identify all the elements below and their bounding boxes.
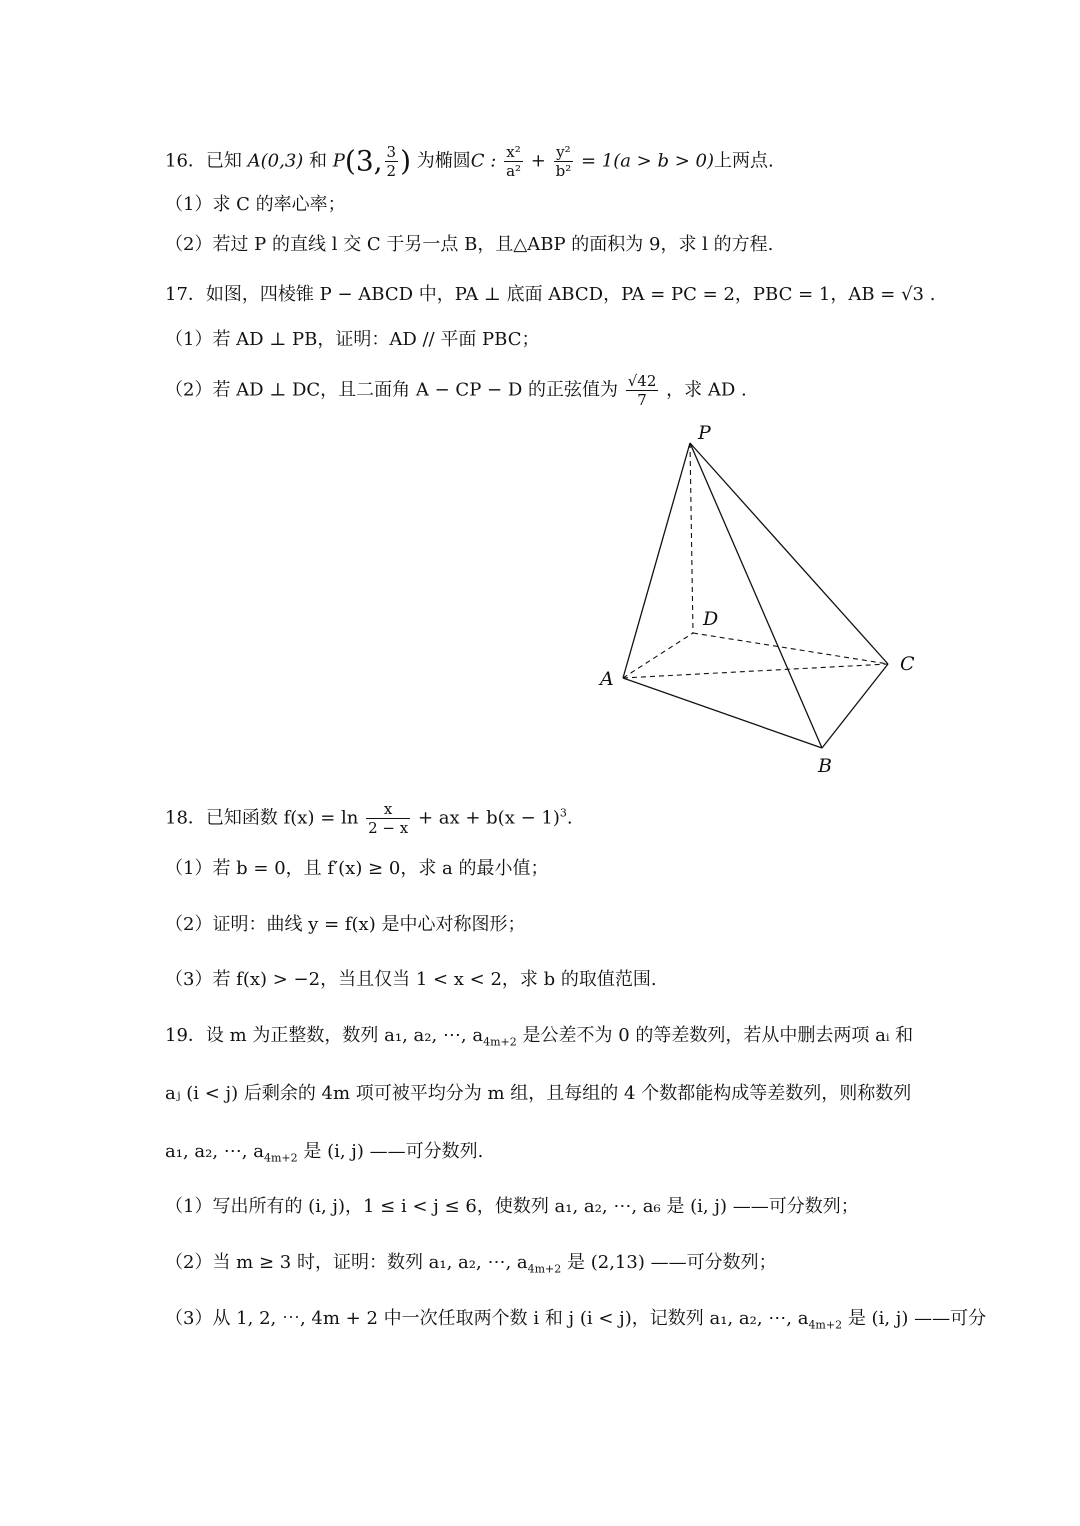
q16-point-a: A(0,3) <box>247 150 304 172</box>
q19-l1-sub: 4m+2 <box>483 1035 517 1049</box>
edge-ac <box>623 664 888 678</box>
q16-frac-y <box>554 143 574 180</box>
q16-equation-rhs: = 1(a > b > 0) <box>580 150 715 172</box>
q19-p2-tail: 是 (2,13) ——可分数列； <box>567 1252 777 1273</box>
q19-part-3 <box>165 1307 987 1338</box>
label-d: D <box>703 608 719 630</box>
q18-part-3: （3）若 f(x) > −2，当且仅当 1 < x < 2，求 b 的取值范围. <box>165 969 657 990</box>
q19-p3-sub: 4m+2 <box>808 1318 843 1332</box>
label-c: C <box>900 653 915 675</box>
edge-dc <box>693 633 888 664</box>
q17-sine-fraction <box>626 372 659 409</box>
q19-p2-text: （2）当 m ≥ 3 时，证明：数列 a₁, a₂, ⋯, a <box>165 1252 528 1273</box>
q19-l3-tail: 是 (i, j) ——可分数列. <box>303 1141 484 1162</box>
q18-stem-text: 18．已知函数 f(x) = ln <box>165 807 359 829</box>
q18-stem-rest: + ax + b(x − 1) <box>417 807 560 829</box>
q16-frac-y-num: y² <box>554 143 574 162</box>
q17-part-2 <box>165 372 930 409</box>
edge-pc <box>690 443 888 664</box>
q18-frac-num: x <box>366 800 410 819</box>
q16-stem <box>165 143 930 180</box>
edge-pb <box>690 443 822 748</box>
q19-part-2 <box>165 1251 930 1282</box>
pyramid-figure <box>590 415 930 785</box>
q16-p-frac-num: 3 <box>386 143 397 161</box>
q17-stem: 17．如图，四棱锥 P − ABCD 中，PA ⊥ 底面 ABCD，PA = PC = 2，PBC = 1，AB = √3 . <box>165 284 936 305</box>
q18-part-2: （2）证明：曲线 y = f(x) 是中心对称图形； <box>165 914 526 935</box>
q16-p-close: ) <box>400 144 412 178</box>
q19-p3-text: （3）从 1, 2, ⋯, 4m + 2 中一次任取两个数 i 和 j (i < j)，记数列 a₁, a₂, ⋯, a <box>165 1308 809 1329</box>
q16-point-p: P <box>332 150 345 172</box>
q19-p3-tail: 是 (i, j) ——可分 <box>847 1308 987 1329</box>
q18-period: . <box>566 807 573 829</box>
q18-part-1: （1）若 b = 0，且 f′(x) ≥ 0，求 a 的最小值； <box>165 858 549 879</box>
q16-p-frac <box>385 143 399 180</box>
q19-l3-text: a₁, a₂, ⋯, a <box>165 1141 264 1162</box>
edge-ab <box>623 678 822 748</box>
q16-text-1: 已知 <box>205 150 242 172</box>
q16-p-frac-den: 2 <box>386 162 397 180</box>
edge-pd <box>690 443 693 633</box>
q16-p-open: (3, <box>344 144 383 178</box>
q19-p2-sub: 4m+2 <box>527 1262 562 1276</box>
q19-stem-line-3 <box>165 1140 930 1171</box>
q19-part-1: （1）写出所有的 (i, j)，1 ≤ i < j ≤ 6，使数列 a₁, a₂, ⋯, a₆ 是 (i, j) ——可分数列； <box>165 1196 859 1217</box>
q16-curve-c: C : <box>470 150 497 172</box>
q17-frac-num: √42 <box>627 372 657 390</box>
label-b: B <box>818 755 832 777</box>
q18-log-fraction <box>366 800 410 837</box>
edge-pa <box>623 443 690 678</box>
q17-part-1: （1）若 AD ⊥ PB，证明：AD // 平面 PBC； <box>165 329 540 350</box>
q16-frac-x-num: x² <box>504 143 523 162</box>
q16-text-3: 为椭圆 <box>416 150 471 172</box>
q18-frac-den: 2 − x <box>368 819 409 837</box>
q16-plus: + <box>530 150 546 172</box>
q17-frac-den: 7 <box>637 391 647 409</box>
q16-part-2: （2）若过 P 的直线 l 交 C 于另一点 B，且△ABP 的面积为 9，求 l 的方程. <box>165 234 774 255</box>
q17-part-2-tail: ，求 AD . <box>666 379 747 401</box>
q16-text-4: 上两点. <box>714 150 774 172</box>
q16-frac-x-den: a² <box>506 162 522 180</box>
q17-part-2-text: （2）若 AD ⊥ DC，且二面角 A − CP − D 的正弦值为 <box>165 379 618 401</box>
q18-exponent: 3 <box>559 806 567 820</box>
q16-frac-x <box>504 143 523 180</box>
q19-l1-text: 19．设 m 为正整数，数列 a₁, a₂, ⋯, a <box>165 1025 484 1046</box>
label-p: P <box>698 422 711 444</box>
label-a: A <box>600 668 614 690</box>
q18-stem <box>165 800 930 837</box>
q16-text-2: 和 <box>309 150 328 172</box>
q19-l1-tail: 是公差不为 0 的等差数列，若从中删去两项 aᵢ 和 <box>522 1025 914 1046</box>
q19-l3-sub: 4m+2 <box>263 1151 298 1165</box>
q19-stem-line-1 <box>165 1024 930 1055</box>
q16-frac-y-den: b² <box>555 162 572 180</box>
edge-bc <box>822 664 888 748</box>
q19-stem-line-2: aⱼ (i < j) 后剩余的 4m 项可被平均分为 m 组，且每组的 4 个数都能构成等差数列，则称数列 <box>165 1083 912 1104</box>
q16-part-1: （1）求 C 的率心率； <box>165 194 346 215</box>
q16-number: 16． <box>165 150 206 172</box>
